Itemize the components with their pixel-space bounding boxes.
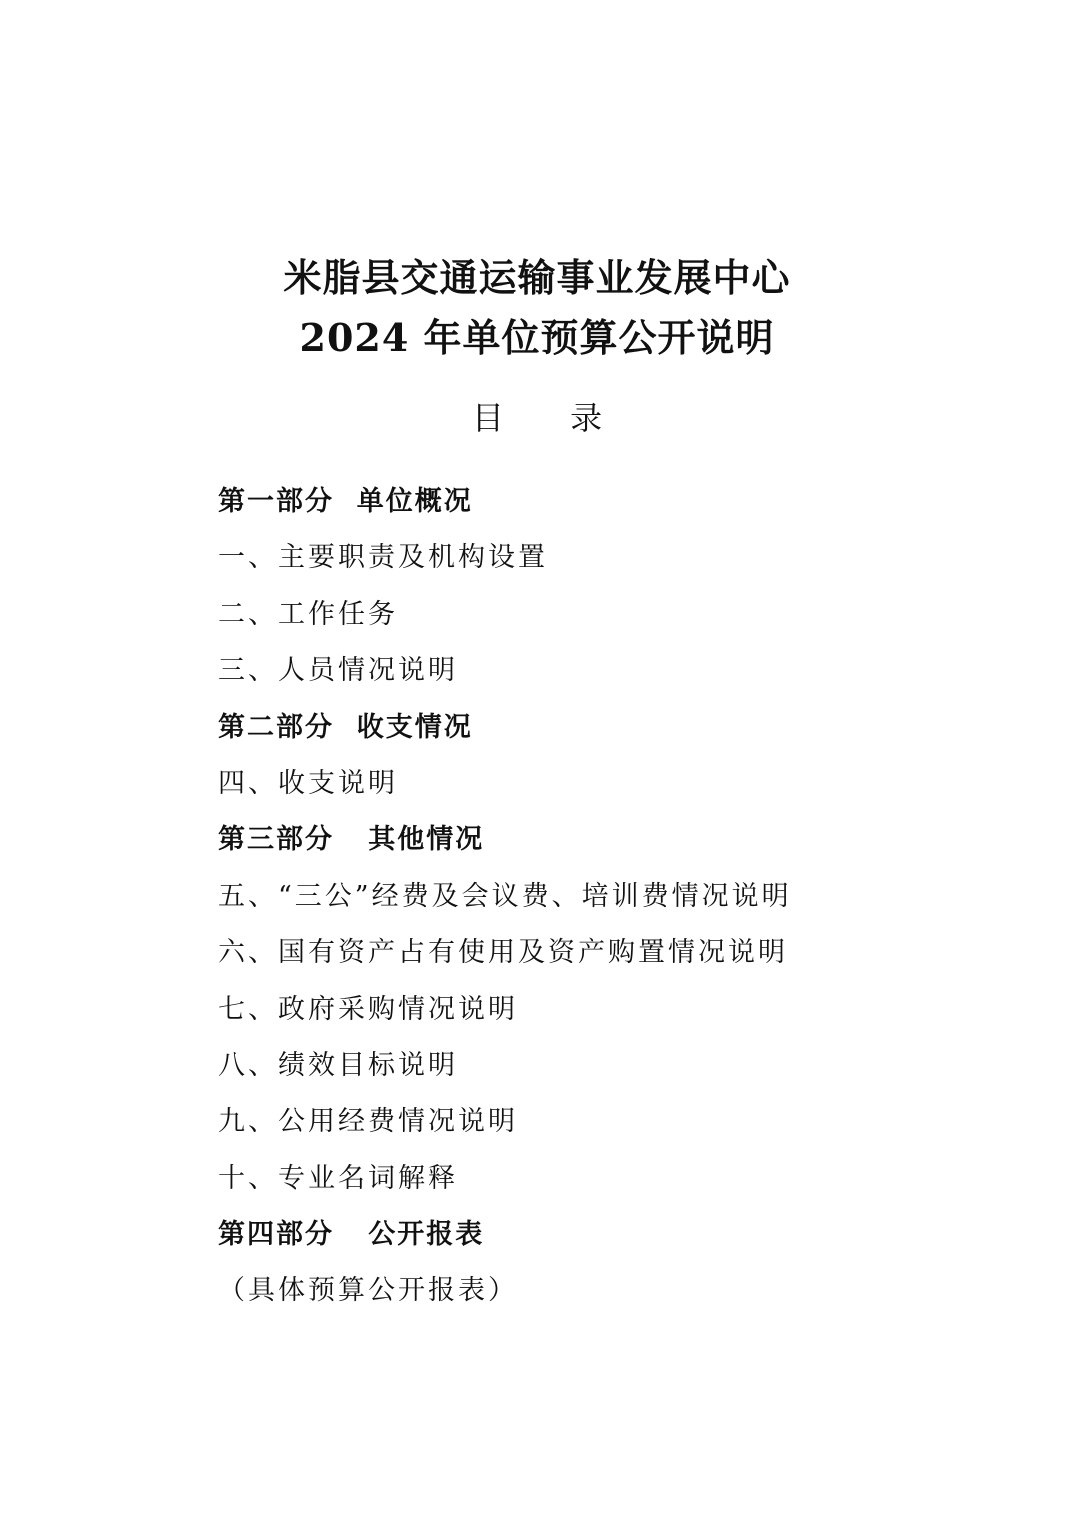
toc-item-9: 九、公用经费情况说明 xyxy=(218,1106,518,1138)
toc-heading: 目 录 xyxy=(471,399,631,437)
title-line-report: 2024 年单位预算公开说明 xyxy=(299,315,775,360)
toc-item-1: 一、主要职责及机构设置 xyxy=(218,542,548,574)
toc-item-5: 五、“三公”经费及会议费、培训费情况说明 xyxy=(218,880,792,912)
toc-item-2: 二、工作任务 xyxy=(218,598,398,630)
toc-item-10: 十、专业名词解释 xyxy=(218,1162,458,1194)
document-title xyxy=(0,248,1074,368)
table-of-contents xyxy=(218,480,1038,1326)
toc-section-4: 第四部分 公开报表 xyxy=(218,1219,485,1251)
toc-item-3: 三、人员情况说明 xyxy=(218,655,458,687)
toc-section-2: 第二部分 收支情况 xyxy=(218,711,473,743)
toc-item-8: 八、绩效目标说明 xyxy=(218,1049,458,1081)
toc-item-6: 六、国有资产占有使用及资产购置情况说明 xyxy=(218,937,788,969)
toc-item-7: 七、政府采购情况说明 xyxy=(218,993,518,1025)
toc-item-4: 四、收支说明 xyxy=(218,767,398,799)
toc-item-report-tables: （具体预算公开报表） xyxy=(218,1275,518,1307)
toc-section-3: 第三部分 其他情况 xyxy=(218,824,485,856)
toc-section-1: 第一部分 单位概况 xyxy=(218,486,473,517)
title-line-organization: 米脂县交通运输事业发展中心 xyxy=(283,255,791,300)
